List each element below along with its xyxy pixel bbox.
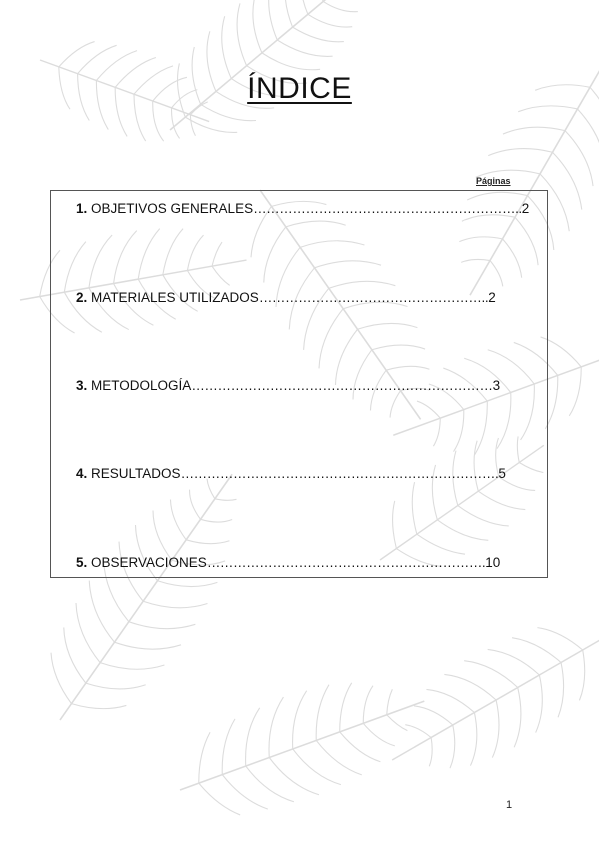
pages-column-header: Páginas <box>476 176 511 186</box>
toc-entry-label: RESULTADOS <box>91 466 181 481</box>
toc-entry-metodologia[interactable] <box>76 378 500 393</box>
toc-entry-page: 2 <box>521 201 530 216</box>
toc-entry-label: METODOLOGÍA <box>91 378 192 393</box>
title-text: ÍNDICE <box>247 72 352 105</box>
toc-entry-leader-dots: ………………………………………………………. <box>206 555 486 570</box>
toc-entry-number: 2. <box>76 290 88 305</box>
toc-entry-materiales[interactable] <box>76 290 496 305</box>
toc-entry-resultados[interactable] <box>76 466 506 481</box>
toc-entry-page: 10 <box>485 555 501 570</box>
toc-entry-number: 4. <box>76 466 88 481</box>
toc-entry-leader-dots: ………………………………………………………………. <box>180 466 499 481</box>
page-number: 1 <box>506 799 513 811</box>
toc-entry-label: OBSERVACIONES <box>91 555 207 570</box>
toc-entry-page: 5 <box>498 466 506 481</box>
page-title <box>0 72 599 106</box>
toc-entry-leader-dots: …………………………………………….. <box>258 290 489 305</box>
toc-entry-page: 3 <box>492 378 501 393</box>
toc-entry-leader-dots: …………………………………………………………… <box>191 378 493 393</box>
toc-entry-number: 5. <box>76 555 88 570</box>
toc-entry-page: 2 <box>488 290 496 305</box>
toc-entry-label: MATERIALES UTILIZADOS <box>91 290 259 305</box>
toc-entry-number: 3. <box>76 378 88 393</box>
toc-entry-leader-dots: …………………………………………………….. <box>253 201 522 216</box>
toc-entry-observaciones[interactable] <box>76 555 500 570</box>
toc-entry-label: OBJETIVOS GENERALES <box>91 201 254 216</box>
toc-entry-objetivos[interactable] <box>76 201 529 216</box>
toc-entry-number: 1. <box>76 201 88 216</box>
